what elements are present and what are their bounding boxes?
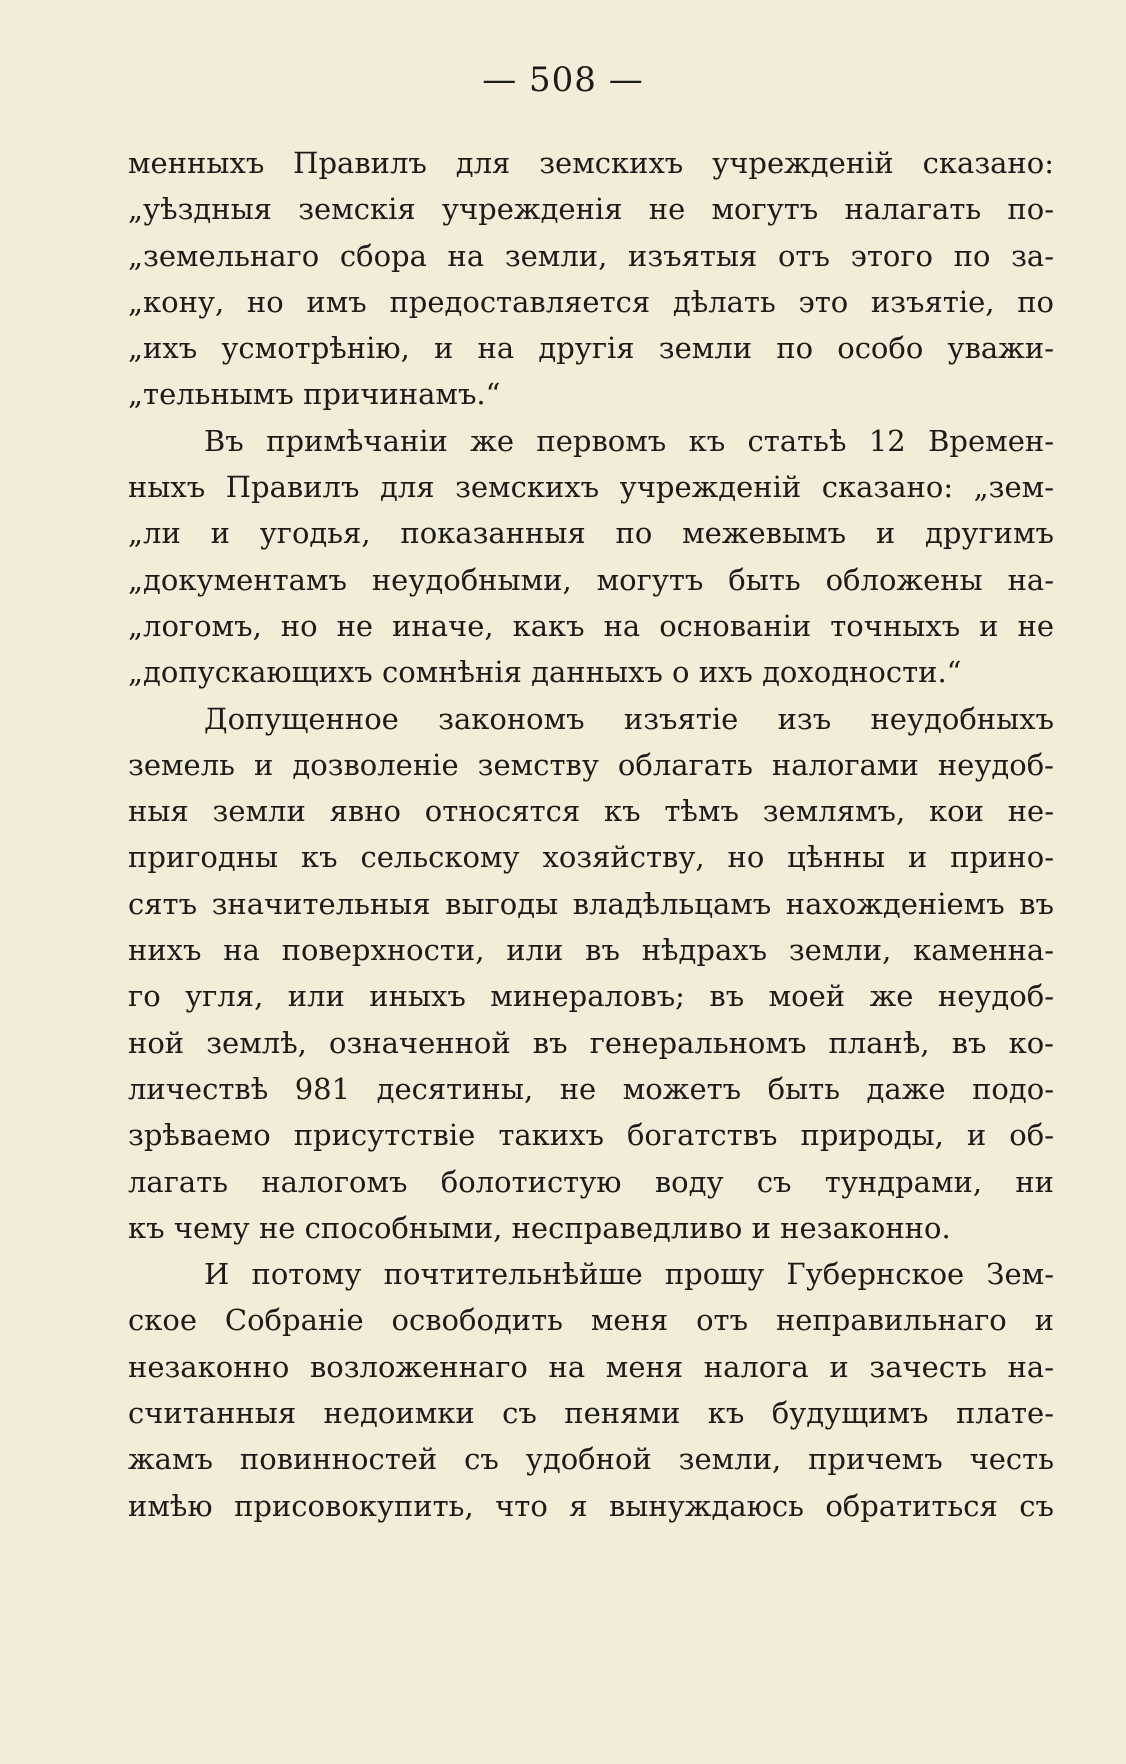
text-line: считанныя недоимки съ пенями къ будущимъ плате- (128, 1396, 1054, 1431)
text-line: Въ примѣчаніи же первомъ къ статьѣ 12 Времен- (204, 423, 1054, 458)
text-line: сятъ значительныя выгоды владѣльцамъ нахожденіемъ въ (128, 886, 1054, 921)
text-line: „допускающихъ сомнѣнія данныхъ о ихъ доходности.“ (128, 655, 962, 690)
paragraph-3 (128, 696, 1054, 1252)
body-text (128, 140, 1054, 1529)
page-number: — 508 — (482, 60, 644, 100)
text-line: къ чему не способными, несправедливо и незаконно. (128, 1210, 951, 1245)
text-line: ныхъ Правилъ для земскихъ учрежденій сказано: „зем- (128, 470, 1054, 505)
text-line: жамъ повинностей съ удобной земли, причемъ честь (128, 1442, 1054, 1477)
text-line: ское Собраніе освободить меня отъ неправильнаго и (128, 1303, 1054, 1338)
text-line: нихъ на поверхности, или въ нѣдрахъ земли, каменна- (128, 933, 1054, 968)
text-line: имѣю присовокупить, что я вынуждаюсь обратиться съ (128, 1488, 1054, 1523)
text-line: земель и дозволеніе земству облагать налогами неудоб- (128, 747, 1054, 782)
text-line: „земельнаго сбора на земли, изъятыя отъ этого по за- (128, 238, 1054, 273)
text-line: „уѣздныя земскія учрежденія не могутъ налагать по- (128, 192, 1054, 227)
text-line: „кону, но имъ предоставляется дѣлать это изъятіе, по (128, 284, 1054, 319)
text-line: ной землѣ, означенной въ генеральномъ планѣ, въ ко- (128, 1025, 1054, 1060)
text-line: Допущенное закономъ изъятіе изъ неудобныхъ (204, 701, 1054, 736)
text-line: зрѣваемо присутствіе такихъ богатствъ природы, и об- (128, 1118, 1054, 1153)
text-line: незаконно возложеннаго на меня налога и зачесть на- (128, 1349, 1054, 1384)
text-line: личествѣ 981 десятины, не можетъ быть даже подо- (128, 1071, 1054, 1106)
paragraph-1 (128, 140, 1054, 418)
text-line: И потому почтительнѣйше прошу Губернское Зем- (204, 1257, 1054, 1292)
text-line: „ли и угодья, показанныя по межевымъ и другимъ (128, 516, 1054, 551)
text-line: „ихъ усмотрѣнію, и на другія земли по особо уважи- (128, 331, 1054, 366)
text-line: пригодны къ сельскому хозяйству, но цѣнны и прино- (128, 840, 1054, 875)
text-line: „логомъ, но не иначе, какъ на основаніи точныхъ и не (128, 608, 1054, 643)
text-line: „документамъ неудобными, могутъ быть обложены на- (128, 562, 1054, 597)
text-line: го угля, или иныхъ минераловъ; въ моей же неудоб- (128, 979, 1054, 1014)
paragraph-4 (128, 1251, 1054, 1529)
paragraph-2 (128, 418, 1054, 696)
text-line: лагать налогомъ болотистую воду съ тундрами, ни (128, 1164, 1054, 1199)
text-line: ныя земли явно относятся къ тѣмъ землямъ, кои не- (128, 794, 1054, 829)
text-line: менныхъ Правилъ для земскихъ учрежденій сказано: (128, 146, 1054, 180)
text-line: „тельнымъ причинамъ.“ (128, 377, 501, 412)
